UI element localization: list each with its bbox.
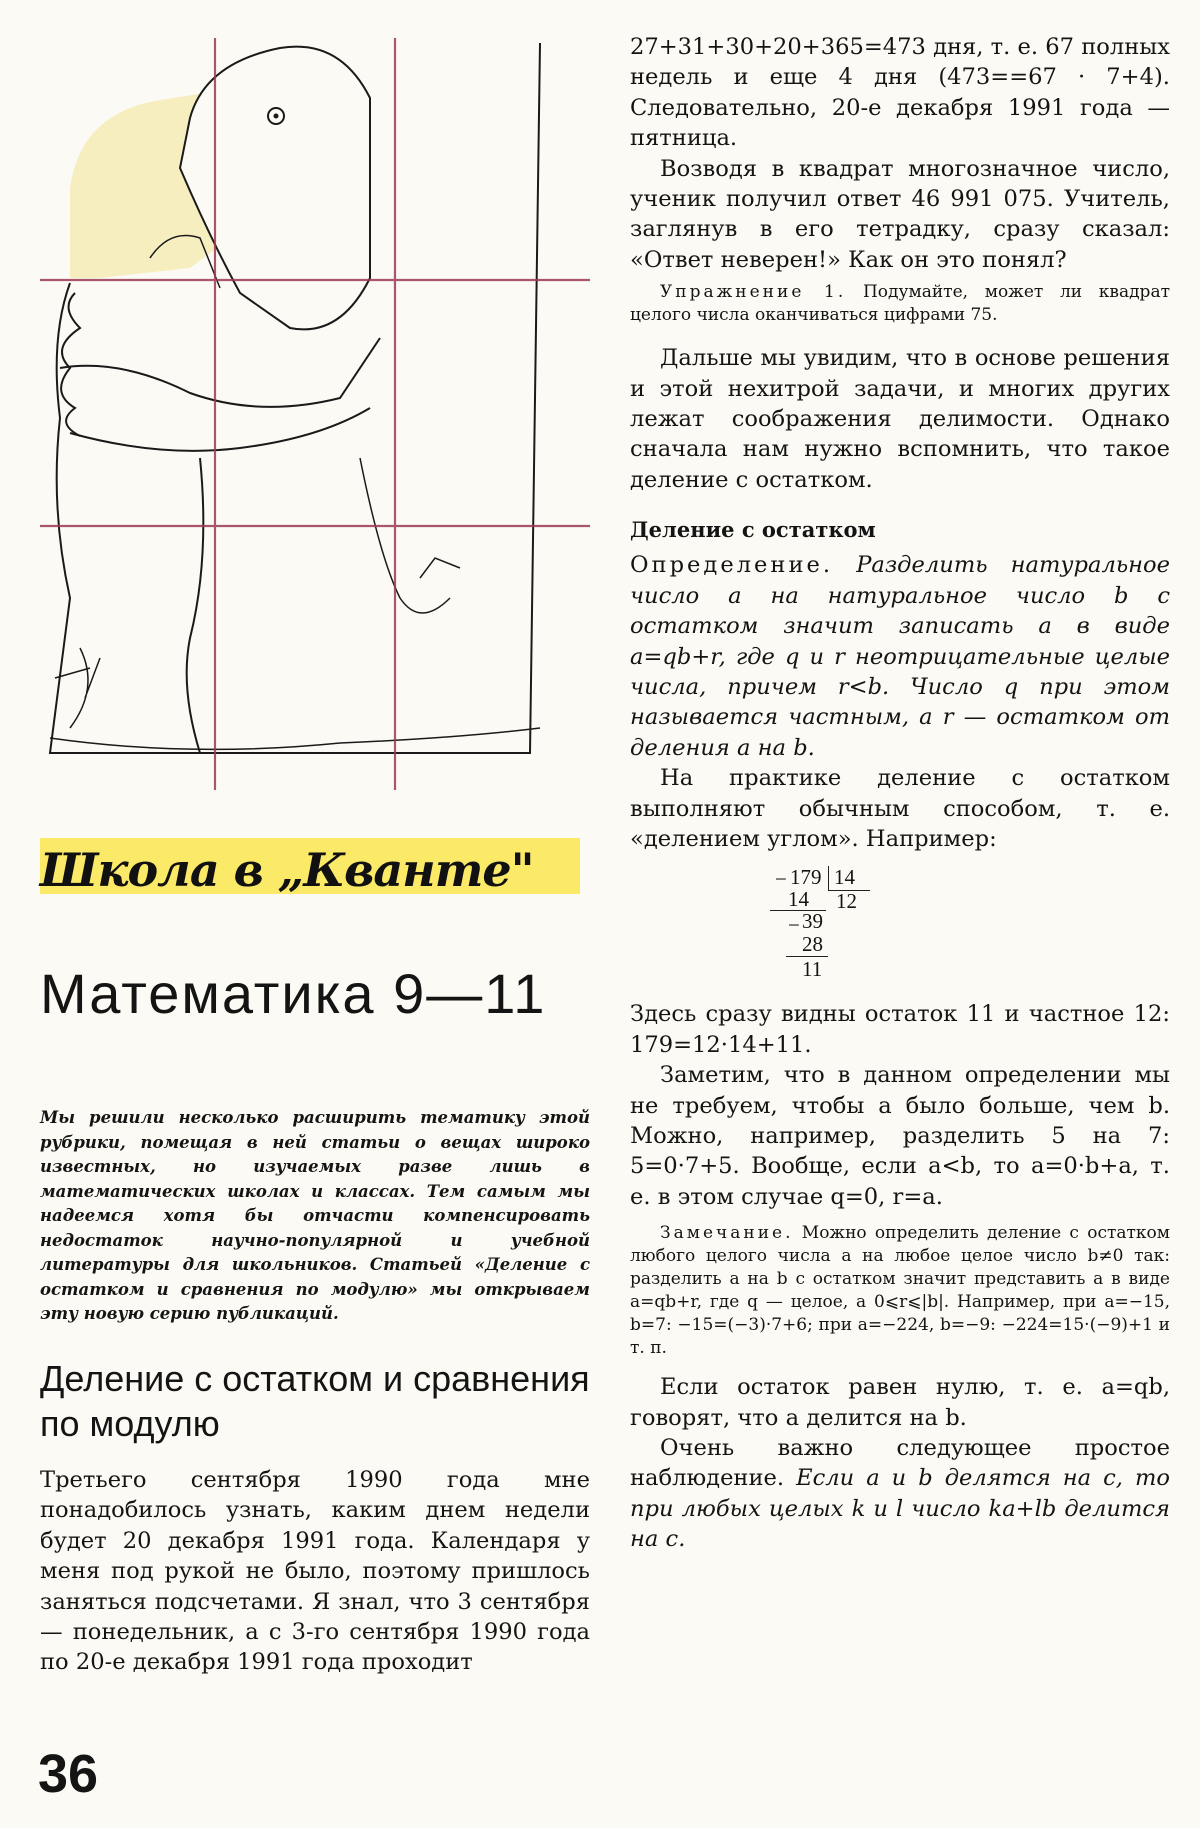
remark-label: Замечание. xyxy=(660,1223,794,1244)
division-dividend: 179 xyxy=(790,865,822,890)
illustration xyxy=(40,38,590,790)
division-quotient: 12 xyxy=(836,889,857,914)
observation-paragraph xyxy=(630,1433,1170,1555)
division-subtrahend-1: 14 xyxy=(788,887,809,912)
figure-hand xyxy=(61,293,80,436)
rubric-title: Школа в „Кванте" xyxy=(40,843,534,897)
section-heading: Деление с остатком xyxy=(630,517,876,543)
observation-intro: Очень важно следующее простое наблюдение. xyxy=(630,1435,1170,1492)
long-division-example xyxy=(630,866,1170,991)
divisible-paragraph: Если остаток равен нулю, т. е. a=qb, говорят, что a делится на b. xyxy=(630,1374,1170,1431)
right-column xyxy=(630,32,1170,1555)
calc-paragraph: 27+31+30+20+365=473 дня, т. е. 67 полных недель и еще 4 дня (473==67 · 7+4). Следовательно, 20-е декабря 1991 года — пятница. xyxy=(630,34,1170,152)
definition-label: Определение. xyxy=(630,552,834,579)
definition xyxy=(630,550,1170,763)
figure-arm xyxy=(60,338,380,407)
divisibility-paragraph: Дальше мы увидим, что в основе решения и этой нехитрой задачи, и многих других лежат соображения делимости. Однако сначала нам нужно вспомнить, что такое деление с остатком. xyxy=(630,345,1170,493)
observation-statement: Если a и b делятся на c, то при любых целых k и l число ka+lb делится на c. xyxy=(630,1465,1170,1553)
figure-head xyxy=(180,47,370,330)
figure-leg xyxy=(187,458,204,753)
remark-text: Можно определить деление с остатком любого целого числа a на любое целое число b≠0 так: разделить a на b с остатком значит представить a в виде a=qb+r, где q — целое, a 0⩽r⩽|b|. Например, при a=−15, b=7: −15=(−3)·7+6; при a=−224, b=−9: −224=15·(−9)+1 и т. п. xyxy=(630,1223,1170,1359)
division-partial-dividend: 39 xyxy=(802,909,823,934)
article-lead-paragraph: Третьего сентября 1990 года мне понадобилось узнать, каким днем недели будет 20 декабря 1991 года. Календаря у меня под рукой не было, поэтому пришлось заняться подсчетами. Я знал, что 3 сентября — понедельник, а с 3-го сентября 1990 года по 20-е декабря 1991 года проходит xyxy=(40,1467,590,1676)
a-less-b-paragraph: Заметим, что в данном определении мы не требуем, чтобы a было больше, чем b. Можно, например, разделить 5 на 7: 5=0·7+5. Вообще, если a<b, то a=0·b+a, т. е. в этом случае q=0, r=a. xyxy=(630,1062,1170,1210)
exercise-text: Подумайте, может ли квадрат целого числа оканчиваться цифрами 75. xyxy=(630,282,1170,326)
remark xyxy=(630,1222,1170,1360)
division-result-paragraph: Здесь сразу видны остаток 11 и частное 12: 179=12·14+11. xyxy=(630,1001,1170,1058)
division-remainder: 11 xyxy=(802,957,823,982)
square-problem-paragraph: Возводя в квадрат многозначное число, ученик получил ответ 46 991 075. Учитель, заглянув в его тетрадку, сразу сказал: «Ответ неверен!» Как он это понял? xyxy=(630,155,1170,273)
division-minus-2: − xyxy=(788,913,800,938)
long-division-paragraph: На практике деление с остатком выполняют обычным способом, т. е. «делением углом». Например: xyxy=(630,765,1170,852)
exercise-label: Упражнение 1. xyxy=(660,282,847,303)
definition-text: Разделить натуральное число a на натуральное число b с остатком значит записать a в виде a=qb+r, где q и r неотрицательные целые числа, причем r<b. Число q при этом называется частным, а r — остатком от деления a на b. xyxy=(630,552,1170,761)
page-number: 36 xyxy=(38,1744,99,1804)
page-title: Математика 9—11 xyxy=(40,962,547,1025)
article-title: Деление с остатком и сравнения по модулю xyxy=(40,1358,590,1444)
exercise-1 xyxy=(630,281,1170,327)
division-divisor: 14 xyxy=(834,865,855,890)
division-subtrahend-2: 28 xyxy=(802,932,823,957)
editor-intro: Мы решили несколько расширить тематику этой рубрики, помещая в ней статьи о вещах широко известных, но изучаемых разве лишь в математических школах и классах. Тем самым мы надеемся хотя бы отчасти компенсировать недостаток научно-популярной и учебной литературы для школьников. Статьей «Деление с остатком и сравнения по модулю» мы открываем эту новую серию публикаций. xyxy=(40,1108,590,1323)
division-minus-1: − xyxy=(775,867,787,892)
